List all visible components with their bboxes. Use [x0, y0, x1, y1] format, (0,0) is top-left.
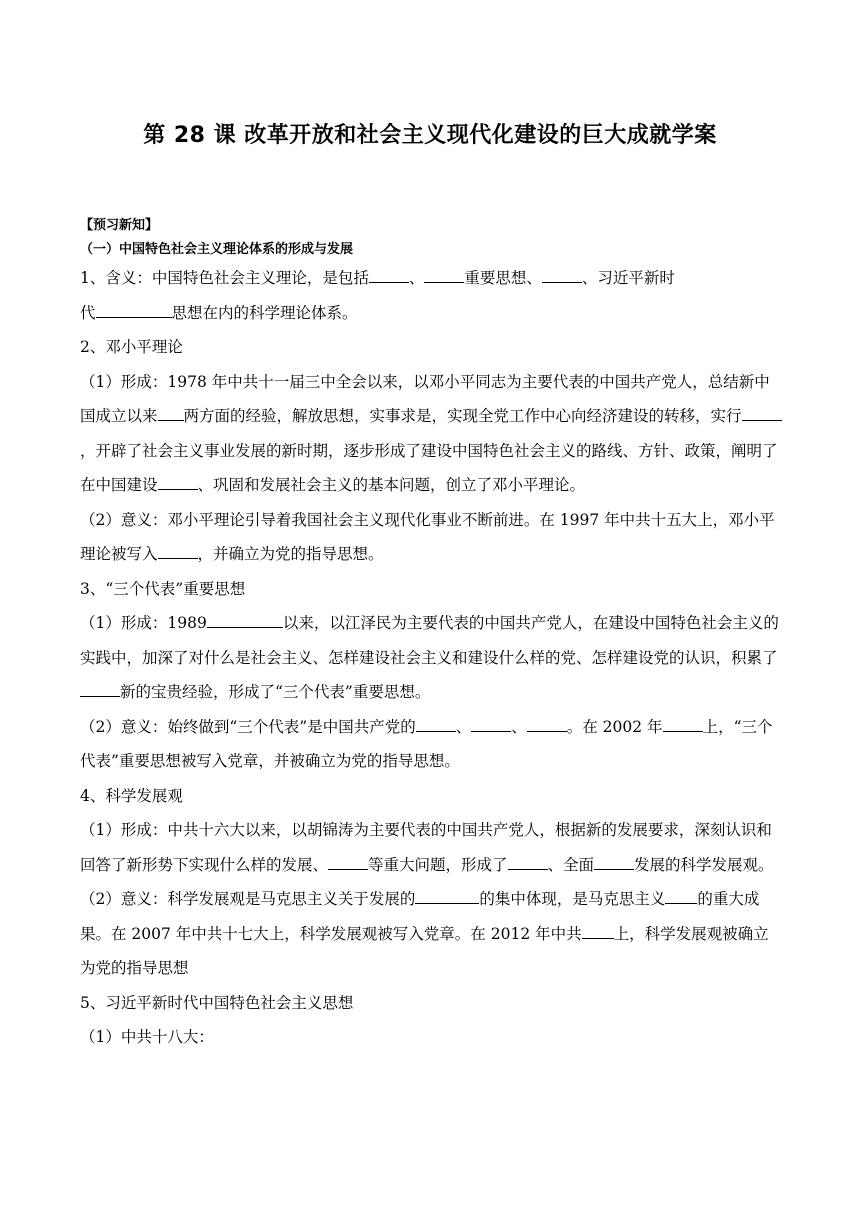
- text: 两方面的经验，解放思想，实事求是，实现全党工作中心向经济建设的转移，实行: [183, 407, 742, 425]
- item-4-heading: 4、科学发展观: [80, 786, 183, 805]
- fill-blank[interactable]: [742, 404, 782, 421]
- fill-blank[interactable]: [328, 852, 368, 869]
- fill-blank[interactable]: [665, 887, 697, 904]
- fill-blank[interactable]: [158, 542, 198, 559]
- text: ，开辟了社会主义事业发展的新时期，逐步形成了建设中国特色社会主义的路线、方针、政策，阐明了在中国建设: [80, 441, 778, 494]
- text: 。在 2002 年: [566, 717, 663, 736]
- text: 重要思想、: [464, 269, 542, 287]
- text: 、巩固和发展社会主义的基本问题，创立了邓小平理论。: [197, 476, 586, 494]
- text: （1）形成：1989: [80, 614, 207, 632]
- text: （1）形成：1978 年中共十一届三中全会以来，以邓小平同志为主要代表的中国共产党人，总结新中国成立以来: [80, 372, 770, 425]
- text: 的重大成果。在 2007 年中共十七大上，科学发展观被写入党章。在 2012 年中共: [80, 890, 760, 943]
- text: 上，科学发展观被确立为党的指导思想: [80, 924, 769, 977]
- text: 的集中体现，是马克思主义: [479, 890, 666, 908]
- fill-blank[interactable]: [158, 404, 184, 421]
- item-2-significance: [80, 503, 784, 572]
- fill-blank[interactable]: [207, 611, 283, 628]
- text: ，并确立为党的指导思想。: [197, 545, 384, 563]
- fill-blank[interactable]: [158, 473, 198, 490]
- subsection-heading: （一）中国特色社会主义理论体系的形成与发展: [80, 242, 354, 257]
- fill-blank[interactable]: [582, 921, 614, 938]
- fill-blank[interactable]: [542, 266, 582, 283]
- text: （2）意义：邓小平理论引导着我国社会主义现代化事业不断前进。在 1997 年中共十五大上，邓小平理论被写入: [80, 510, 775, 563]
- text: 、: [511, 717, 527, 736]
- fill-blank[interactable]: [424, 266, 464, 283]
- text: 、: [408, 269, 425, 287]
- text: 上，“三个代表”重要思想被写入党章，并被确立为党的指导思想。: [80, 717, 773, 770]
- text: （2）意义：科学发展观是马克思主义关于发展的: [80, 890, 416, 908]
- fill-blank[interactable]: [527, 714, 567, 731]
- text: 等重大问题，形成了: [368, 855, 508, 874]
- fill-blank[interactable]: [415, 887, 479, 904]
- text: 、: [455, 717, 472, 736]
- item-4-significance: [80, 882, 784, 986]
- fill-blank[interactable]: [96, 300, 172, 317]
- fill-blank[interactable]: [369, 266, 409, 283]
- section-label: 【预习新知】: [80, 218, 159, 233]
- fill-blank[interactable]: [508, 852, 548, 869]
- page-title: 第 28 课 改革开放和社会主义现代化建设的巨大成就学案: [143, 123, 717, 148]
- item-3-formation: [80, 606, 784, 710]
- item-3-significance: [80, 710, 784, 779]
- fill-blank[interactable]: [471, 714, 511, 731]
- fill-blank[interactable]: [80, 680, 120, 697]
- text: 、习近平新时: [581, 269, 675, 287]
- text: 思想在内的科学理论体系。: [171, 303, 358, 322]
- text: 发展的科学发展观。: [634, 855, 774, 874]
- item-3-heading: 3、“三个代表”重要思想: [80, 579, 246, 598]
- text: （1）形成：中共十六大以来，以胡锦涛为主要代表的中国共产党人，根据新的发展要求，深刻认识和回答了新形势下实现什么样的发展、: [80, 821, 772, 874]
- item-4-formation: [80, 813, 784, 882]
- item-1-definition: [80, 261, 784, 330]
- item-2-heading: 2、邓小平理论: [80, 338, 183, 356]
- item-5-point-1: （1）中共十八大：: [80, 1028, 214, 1046]
- text: （2）意义：始终做到“三个代表”是中国共产党的: [80, 717, 416, 736]
- fill-blank[interactable]: [594, 852, 634, 869]
- text: 以来，以江泽民为主要代表的中国共产党人，在建设中国特色社会主义的实践中，加深了对什么是社会主义、怎样建设社会主义和建设什么样的党、怎样建设党的认识，积累了: [80, 614, 779, 667]
- worksheet-body: [80, 261, 784, 1055]
- text: 新的宝贵经验，形成了“三个代表”重要思想。: [120, 683, 431, 701]
- text: 代: [80, 303, 96, 322]
- text: 1、含义：中国特色社会主义理论，是包括: [80, 269, 369, 287]
- item-2-formation: [80, 365, 784, 503]
- item-5-heading: 5、习近平新时代中国特色社会主义思想: [80, 993, 354, 1012]
- fill-blank[interactable]: [416, 714, 456, 731]
- fill-blank[interactable]: [663, 714, 703, 731]
- text: 、全面: [547, 855, 595, 874]
